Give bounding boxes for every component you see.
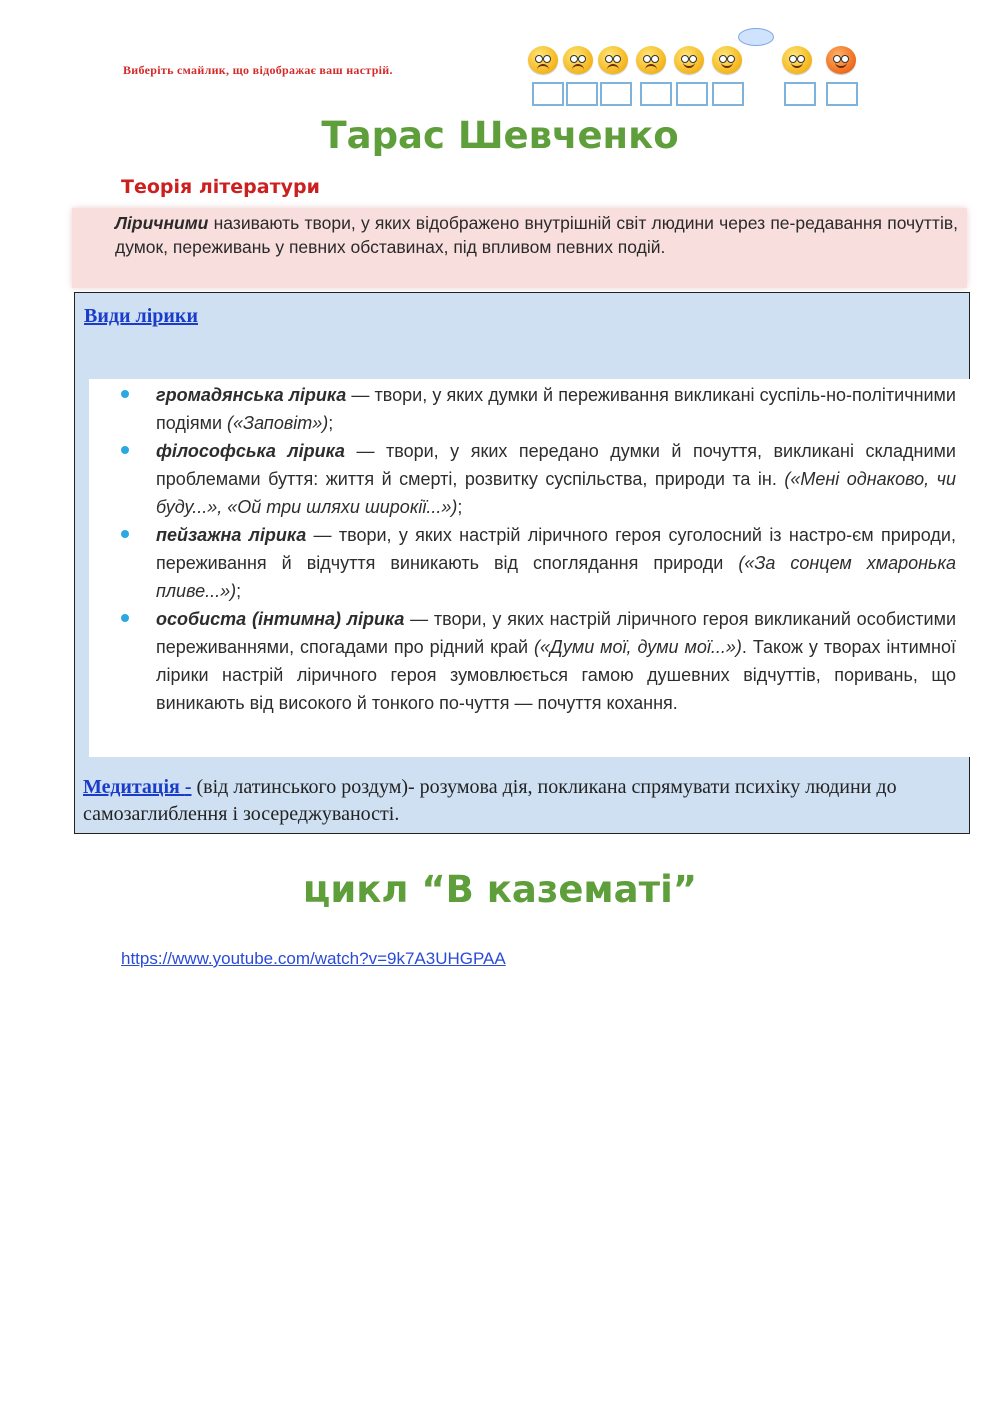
- cycle-title: цикл “В казематі”: [302, 868, 698, 911]
- mood-checkbox[interactable]: [532, 82, 564, 106]
- worried-smiley-icon[interactable]: [563, 46, 593, 74]
- bullet-icon: [121, 530, 129, 538]
- bullet-icon: [121, 614, 129, 622]
- mood-smileys: [526, 42, 876, 112]
- lyric-term: Ліричними: [115, 213, 209, 233]
- mood-checkbox[interactable]: [566, 82, 598, 106]
- mood-checkbox[interactable]: [640, 82, 672, 106]
- page-title: Тарас Шевченко: [321, 114, 679, 157]
- confused-smiley-icon[interactable]: [598, 46, 628, 74]
- happy-smiley-icon[interactable]: [782, 46, 812, 74]
- meditation-definition: Медитація - (від латинського роздум)- розумова дія, покликана спрямувати психіку людини до самозаглиблення і зосереджуваності.: [83, 776, 897, 825]
- bullet-icon: [121, 390, 129, 398]
- mood-prompt: Виберіть смайлик, що відображає ваш настрій.: [123, 63, 393, 77]
- lyric-types-panel: [74, 292, 970, 834]
- video-link[interactable]: https://www.youtube.com/watch?v=9k7A3UHGPAA: [121, 949, 506, 968]
- angry-smiley-icon[interactable]: [636, 46, 666, 74]
- mood-checkbox[interactable]: [676, 82, 708, 106]
- lyric-definition-box: [72, 208, 967, 288]
- thought-bubble-icon: [738, 28, 774, 46]
- lyric-types-list: громадянська лірика — твори, у яких думки й переживання викликані суспіль-но-політичними подіями («Заповіт»); філософська лірика — твори, у яких передано думки й почуття, викликані складними проблемами буття: життя й смерті, розвитку суспільства, природи та ін. («Мені однаково, чи буду...», «Ой три шляхи широкії...»); пейзажна лірика — твори, у яких настрій ліричного героя суголосний із настро-єм природи, переживання й відчуття виникають від споглядання природи («За сонцем хмаронька пливе...»); особиста (інтимна) лірика — твори, у яких настрій ліричного героя викликаний особистими переживаннями, спогадами про рідний край («Думи мої, думи мої...»). Також у творах інтимної лірики настрій ліричного героя зумовлюється гамою душевних відчуттів, поривань, що виникають від високого й тонкого по-чуття — почуття кохання.: [89, 379, 971, 757]
- excited-smiley-icon[interactable]: [826, 46, 856, 74]
- cool-smiley-icon[interactable]: [674, 46, 704, 74]
- bullet-icon: [121, 446, 129, 454]
- lyric-definition: [115, 211, 958, 259]
- mood-checkbox[interactable]: [784, 82, 816, 106]
- thinking-smiley-icon[interactable]: [712, 46, 742, 74]
- lyric-types-heading[interactable]: Види лірики: [84, 305, 198, 327]
- mood-checkbox[interactable]: [600, 82, 632, 106]
- mood-checkbox[interactable]: [826, 82, 858, 106]
- mood-checkbox[interactable]: [712, 82, 744, 106]
- theory-heading: Теорія літератури: [121, 176, 320, 198]
- sad-smiley-icon[interactable]: [528, 46, 558, 74]
- lyric-definition-text: називають твори, у яких відображено внутрішній світ людини через пе-редавання почуттів, думок, переживань у певних обставинах, під впливом певних подій.: [115, 213, 958, 257]
- meditation-link[interactable]: Медитація: [83, 776, 185, 798]
